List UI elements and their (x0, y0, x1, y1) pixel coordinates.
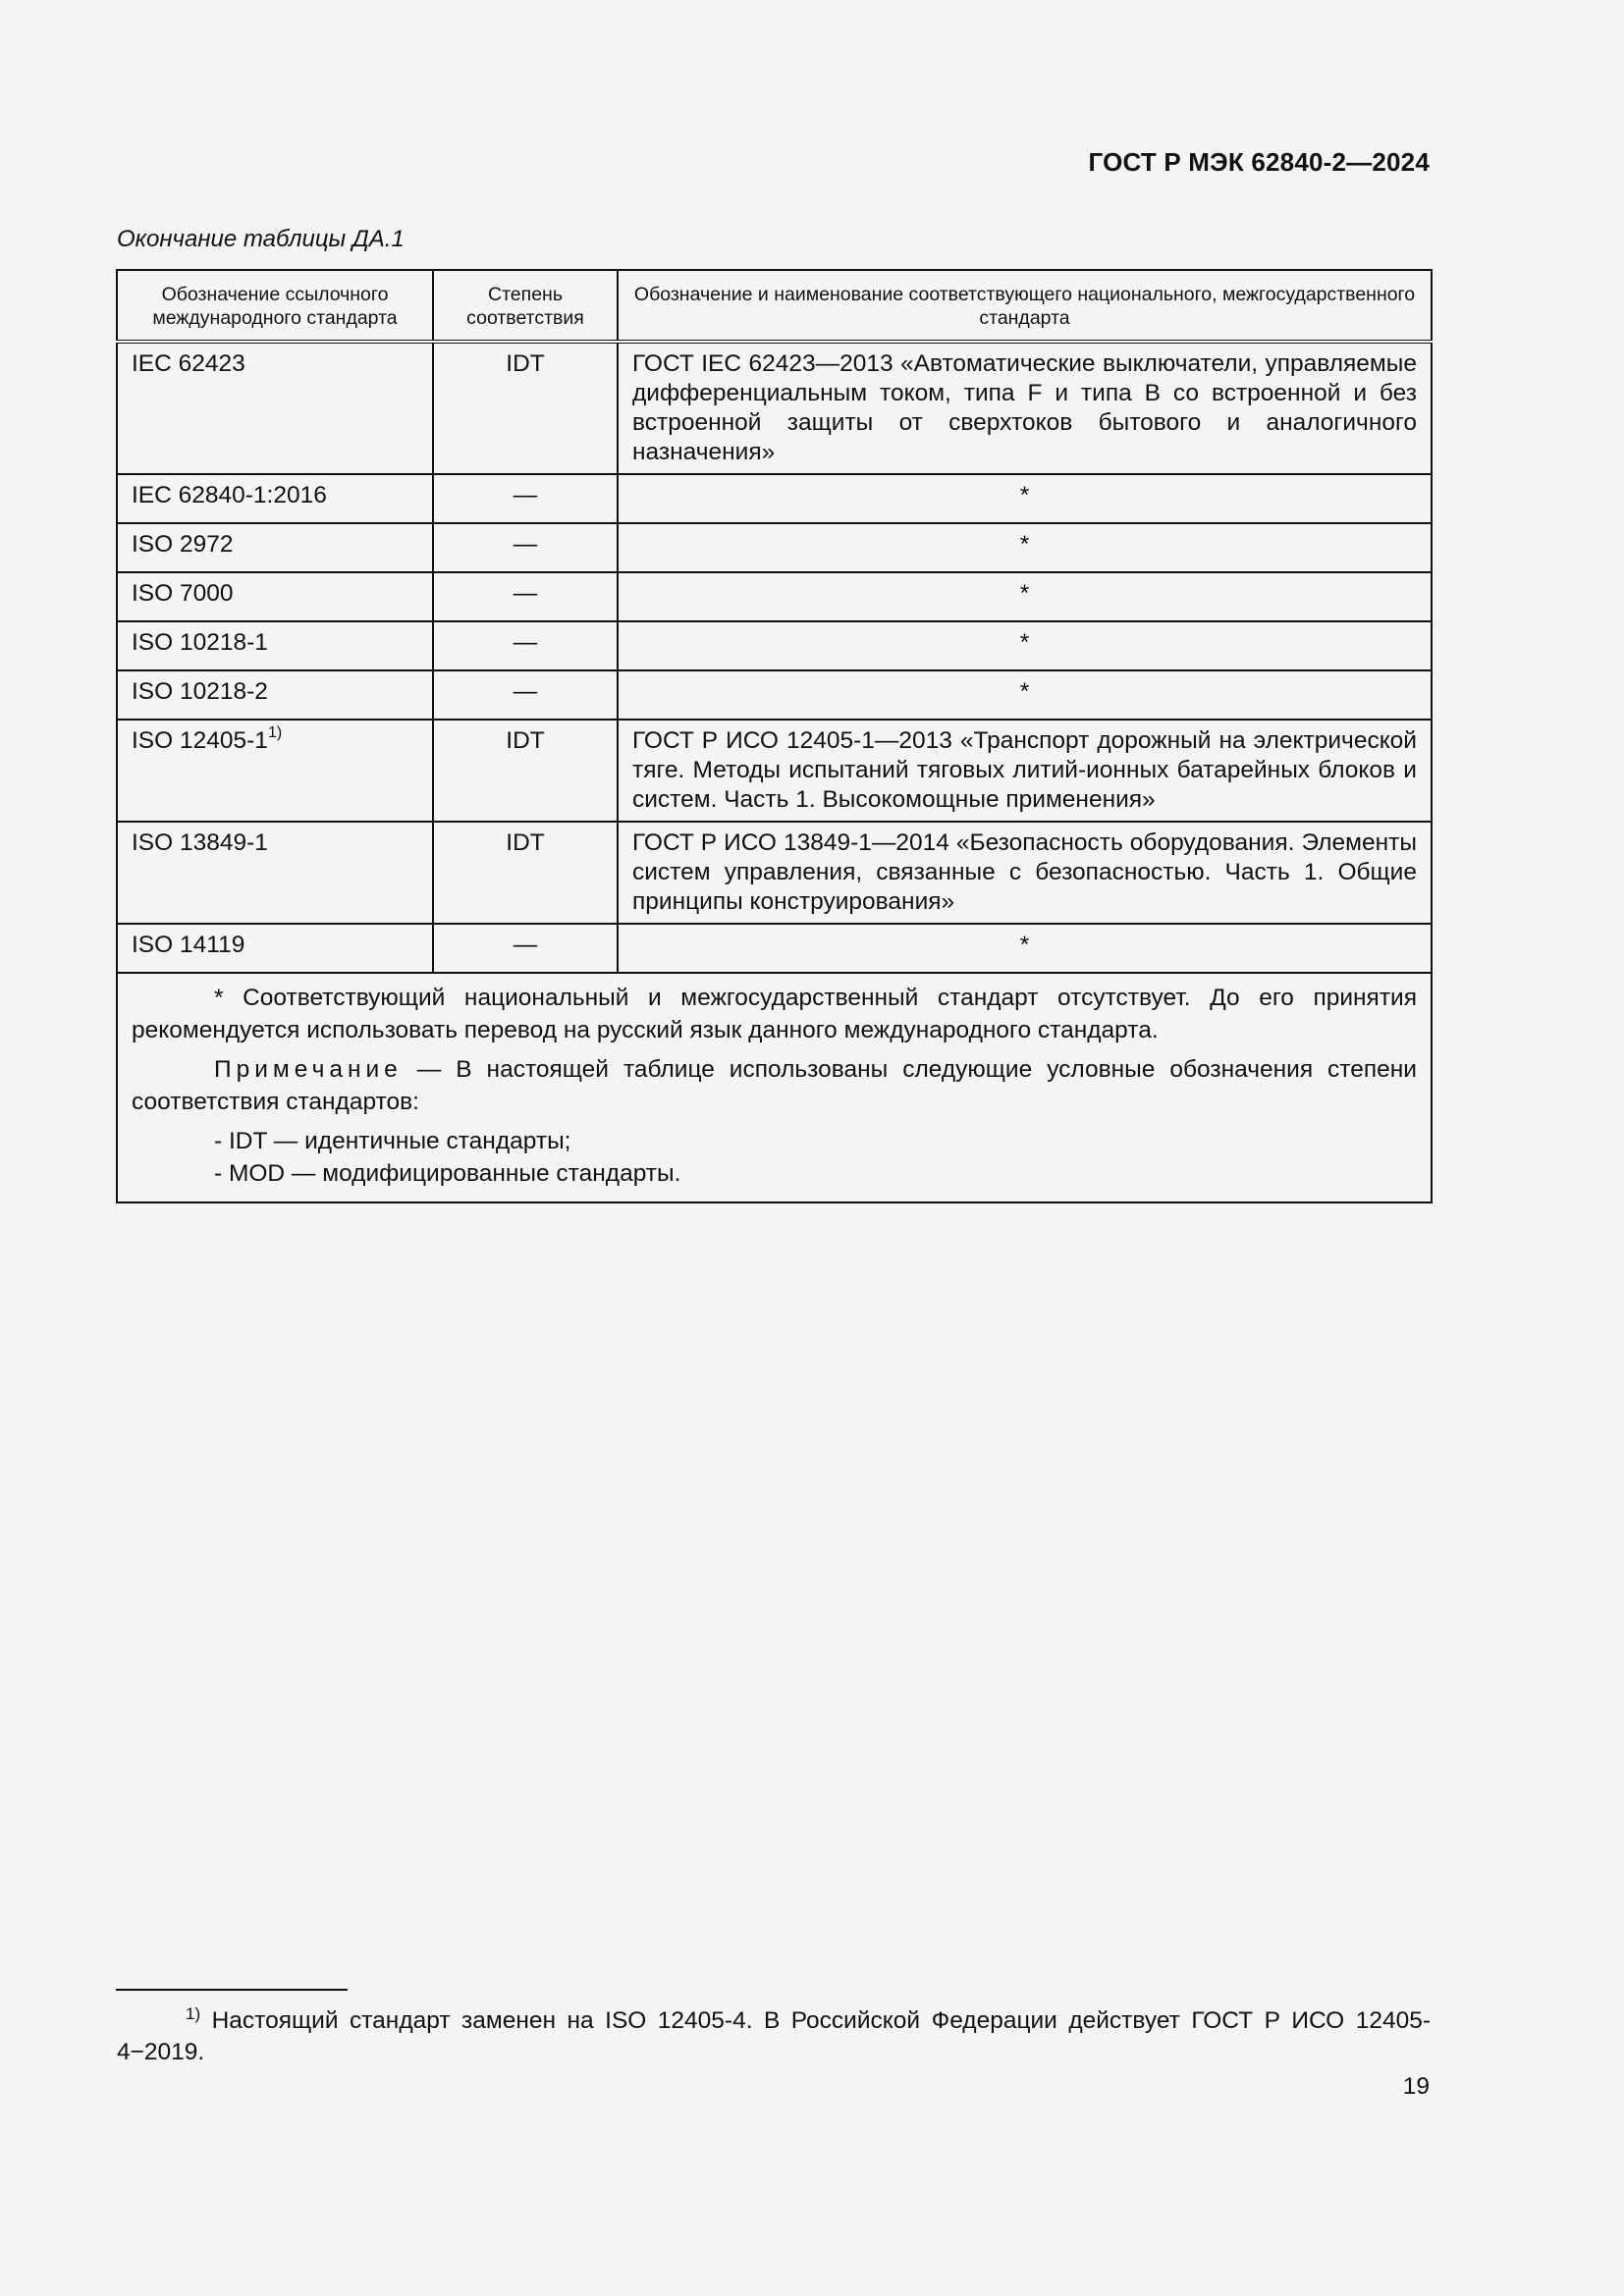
table-row (117, 523, 1432, 572)
international-standard-cell: ISO 12405-1$^{1)}$ (117, 720, 433, 822)
designations-note (132, 1053, 1417, 1118)
national-standard-cell: * (618, 523, 1432, 572)
international-standard-cell: ISO 14119 (117, 924, 433, 973)
degree-cell: IDT (433, 822, 618, 924)
table-notes (117, 973, 1432, 1202)
international-standard-cell: ISO 13849-1 (117, 822, 433, 924)
table-caption: Окончание таблицы ДА.1 (117, 226, 405, 252)
table-row (117, 720, 1432, 822)
list-item: - IDT — идентичные стандарты; (214, 1128, 571, 1154)
national-standard-cell: ГОСТ Р ИСО 12405-1—2013 «Транспорт дорожный на электрической тяге. Методы испытаний тяговых литий-ионных батарейных блоков и систем. Часть 1. Высокомощные применения» (618, 720, 1432, 822)
reference-standards-table (116, 269, 1433, 1203)
table-header-row (117, 270, 1432, 342)
absent-standard-note: * Соответствующий национальный и межгосударственный стандарт отсутствует. До его принятия рекомендуется использовать перевод на русский язык данного международного стандарта. (132, 985, 1417, 1043)
degree-cell: — (433, 621, 618, 670)
degree-cell: — (433, 924, 618, 973)
footnote-marker: 1) (186, 2004, 201, 2023)
national-standard-cell: * (618, 621, 1432, 670)
table-row (117, 474, 1432, 523)
international-standard-cell: ISO 2972 (117, 523, 433, 572)
document-code-header: ГОСТ Р МЭК 62840-2—2024 (1088, 147, 1430, 177)
table-row (117, 572, 1432, 621)
table-notes-row (117, 973, 1432, 1202)
national-standard-cell: * (618, 474, 1432, 523)
table-row (117, 822, 1432, 924)
national-standard-cell: * (618, 670, 1432, 720)
degree-cell: — (433, 572, 618, 621)
page-number: 19 (1402, 2073, 1430, 2100)
table-row (117, 621, 1432, 670)
note-prefix: Примечание (214, 1056, 403, 1083)
international-standard-cell: ISO 10218-2 (117, 670, 433, 720)
degree-cell: — (433, 670, 618, 720)
national-standard-cell: * (618, 572, 1432, 621)
table-row (117, 342, 1432, 474)
footnote-marker: 1) (267, 723, 283, 741)
footnote (117, 1999, 1431, 2068)
international-standard-cell: ISO 10218-1 (117, 621, 433, 670)
international-standard-cell: ISO 7000 (117, 572, 433, 621)
table-row (117, 670, 1432, 720)
column-header-international-standard: Обозначение ссылочного международного стандарта (117, 270, 433, 342)
international-standard-cell: IEC 62423 (117, 342, 433, 474)
international-standard-cell: IEC 62840-1:2016 (117, 474, 433, 523)
degree-cell: — (433, 474, 618, 523)
list-item: - MOD — модифицированные стандарты. (214, 1160, 681, 1187)
degree-cell: IDT (433, 720, 618, 822)
national-standard-cell: ГОСТ Р ИСО 13849-1—2014 «Безопасность оборудования. Элементы систем управления, связанные с безопасностью. Часть 1. Общие принципы конструирования» (618, 822, 1432, 924)
note-text: — В настоящей таблице использованы следующие условные обозначения степени соответствия стандартов: (132, 1056, 1417, 1115)
footnote-separator (116, 1989, 348, 1991)
table-row (117, 924, 1432, 973)
national-standard-cell: * (618, 924, 1432, 973)
national-standard-cell: ГОСТ IEC 62423—2013 «Автоматические выключатели, управляемые дифференциальным током, типа F и типа B со встроенной и без встроенной защиты от сверхтоков бытового и аналогичного назначения» (618, 342, 1432, 474)
column-header-degree: Степень соответствия (433, 270, 618, 342)
column-header-national-standard: Обозначение и наименование соответствующего национального, межгосударственного стандарта (618, 270, 1432, 342)
degree-cell: IDT (433, 342, 618, 474)
degree-cell: — (433, 523, 618, 572)
footnote-text: Настоящий стандарт заменен на ISO 12405-4. В Российской Федерации действует ГОСТ Р ИСО 12405-4−2019. (117, 2007, 1431, 2066)
